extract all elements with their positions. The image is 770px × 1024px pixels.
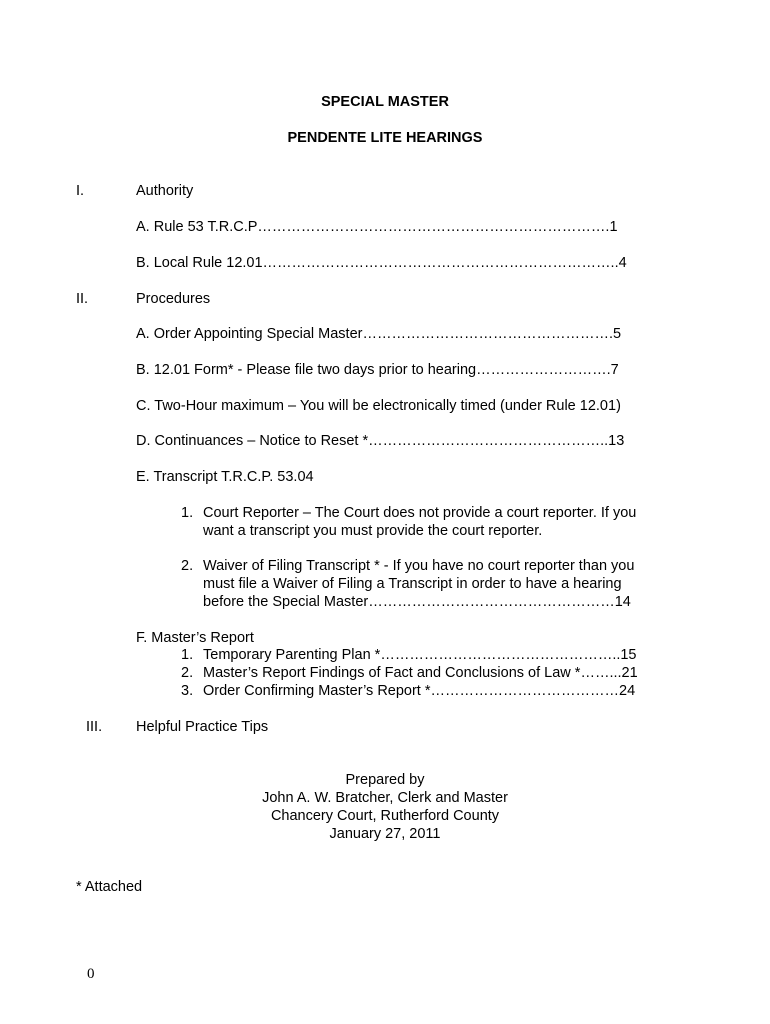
- subitem-findings: Master’s Report Findings of Fact and Conclusions of Law *……...21: [203, 665, 638, 681]
- prepared-by-name: John A. W. Bratcher, Clerk and Master: [262, 790, 508, 806]
- section-numeral-3: III.: [86, 719, 103, 735]
- section-heading-authority: Authority: [136, 183, 194, 199]
- section-heading-tips: Helpful Practice Tips: [136, 719, 269, 735]
- section-numeral-2: II.: [76, 291, 89, 307]
- section-heading-procedures: Procedures: [136, 291, 211, 307]
- subitem-number: 3.: [181, 683, 194, 699]
- subitem-number: 2.: [181, 558, 194, 574]
- page-number: 0: [87, 966, 95, 982]
- toc-entry-local-rule: B. Local Rule 12.01………………………………………………………………..4: [136, 255, 627, 271]
- subitem-waiver: Waiver of Filing Transcript * - If you have no court reporter than you must file a Waiver of Filing a Transcript in order to have a hearing before the Special Master……………………………………………14: [203, 558, 635, 610]
- document-subtitle: PENDENTE LITE HEARINGS: [287, 130, 483, 146]
- footnote-attached: * Attached: [76, 879, 143, 895]
- toc-entry-two-hour: C. Two-Hour maximum – You will be electronically timed (under Rule 12.01): [136, 398, 621, 414]
- prepared-by-date: January 27, 2011: [329, 826, 441, 842]
- prepared-by-court: Chancery Court, Rutherford County: [270, 808, 500, 824]
- subitem-number: 1.: [181, 647, 194, 663]
- toc-entry-order-appointing: A. Order Appointing Special Master…………………………………………….5: [136, 326, 622, 342]
- subitem-parenting-plan: Temporary Parenting Plan *…………………………………………..15: [203, 647, 637, 663]
- toc-entry-form-1201: B. 12.01 Form* - Please file two days prior to hearing……………………….7: [136, 362, 619, 378]
- subitem-order-confirming: Order Confirming Master’s Report *…………………………………24: [203, 683, 636, 699]
- section-numeral-1: I.: [76, 183, 85, 199]
- subitem-number: 2.: [181, 665, 194, 681]
- prepared-by-label: Prepared by: [345, 772, 425, 788]
- document-title: SPECIAL MASTER: [321, 94, 449, 110]
- subitem-number: 1.: [181, 505, 194, 521]
- subitem-court-reporter: Court Reporter – The Court does not provide a court reporter. If you want a transcript you must provide the court reporter.: [203, 505, 637, 539]
- toc-entry-masters-report: F. Master’s Report: [136, 630, 254, 646]
- toc-entry-continuances: D. Continuances – Notice to Reset *…………………………………………..13: [136, 433, 625, 449]
- toc-entry-rule-53: A. Rule 53 T.R.C.P……………………………………………………………….1: [136, 219, 618, 235]
- toc-entry-transcript: E. Transcript T.R.C.P. 53.04: [136, 469, 314, 485]
